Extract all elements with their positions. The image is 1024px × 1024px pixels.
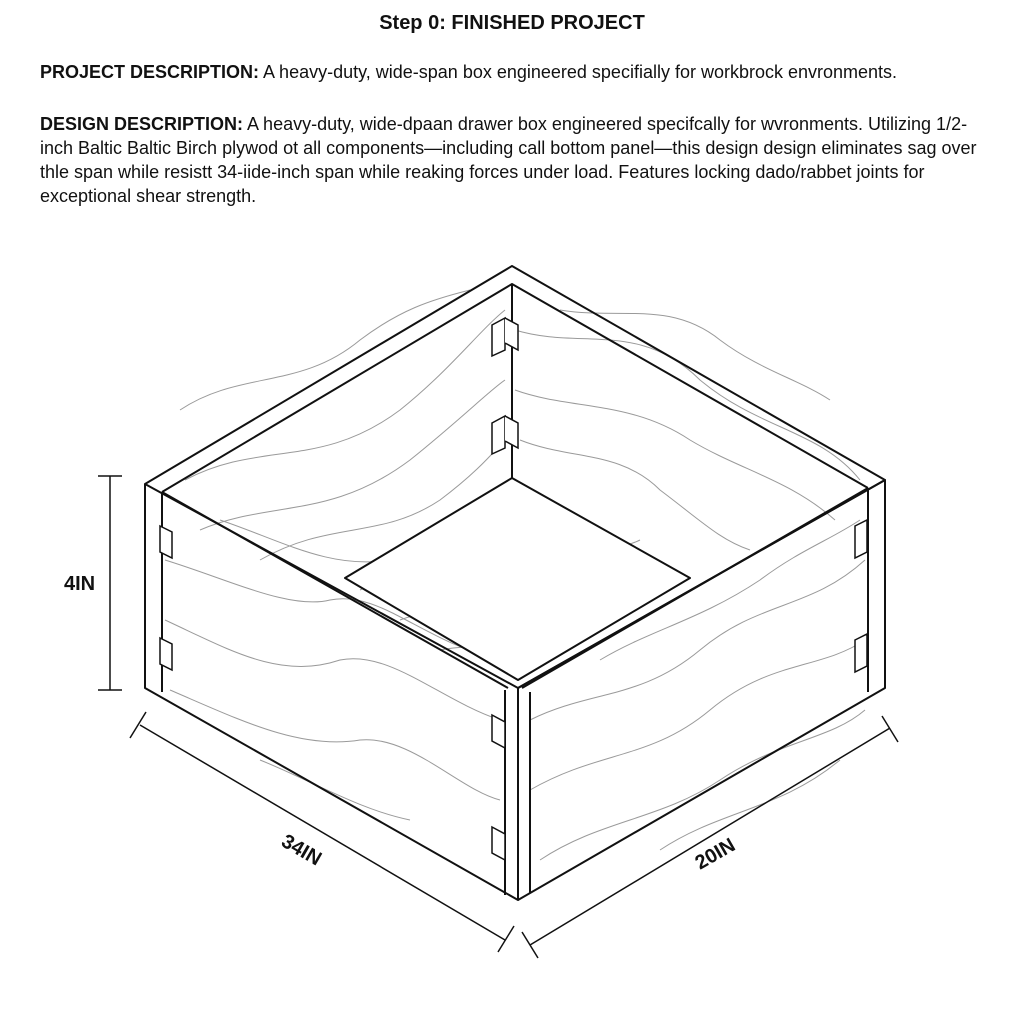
project-description-label: PROJECT DESCRIPTION: [40, 62, 260, 82]
width-label: 20IN [691, 834, 740, 875]
height-label: 4IN [64, 573, 96, 595]
length-dimension-line [140, 725, 505, 940]
design-description-label: DESIGN DESCRIPTION: [40, 114, 244, 134]
project-description-text: A heavy-duty, wide-span box engineered specifially for workbrock envronments. [263, 62, 898, 82]
box-outline [145, 266, 885, 900]
page-title: Step 0: FINISHED PROJECT [379, 12, 645, 34]
length-label: 34IN [277, 830, 326, 871]
design-description-text: A heavy-duty, wide-dpaan drawer box engineered specifcally for wvronments. Utilizing 1/2-inch Baltic Baltic Birch plywod ot all components—including call bottom panel—this design design eliminates sag over thle span while resistt 34-iide-inch span while reaking forces under load. Features locking dado/rabbet joints for exceptional shear strength. [40, 114, 977, 206]
